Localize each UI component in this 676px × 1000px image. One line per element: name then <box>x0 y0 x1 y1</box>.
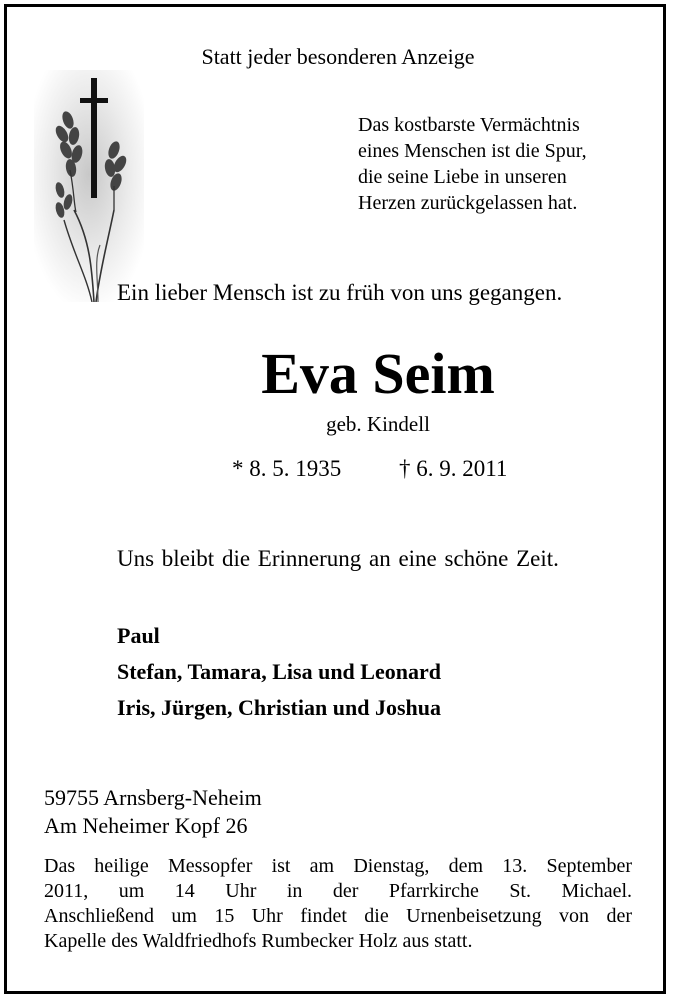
notice-line: 2011, um 14 Uhr in der Pfarrkirche St. Michael. <box>44 880 632 902</box>
birth-date: * 8. 5. 1935 <box>232 456 342 481</box>
deceased-name: Eva Seim <box>261 341 495 406</box>
notice-line: Das heilige Messopfer ist am Dienstag, dem 13. September <box>44 855 632 877</box>
mourner-line: Paul <box>117 623 160 648</box>
mourners-list <box>117 618 441 726</box>
death-date: † 6. 9. 2011 <box>399 456 508 481</box>
intro-line: Ein lieber Mensch ist zu früh von uns gegangen. <box>117 280 563 305</box>
service-notice <box>44 854 632 954</box>
memory-line: Uns bleibt die Erinnerung an eine schöne Zeit. <box>117 546 559 571</box>
notice-line: Anschließend um 15 Uhr findet die Urnenbeisetzung von der <box>44 905 632 927</box>
address-line: 59755 Arnsberg-Neheim <box>44 785 262 810</box>
quote-line: Das kostbarste Vermächtnis <box>358 114 580 136</box>
address-line: Am Neheimer Kopf 26 <box>44 813 248 838</box>
mourner-line: Iris, Jürgen, Christian und Joshua <box>117 695 441 720</box>
address <box>44 784 262 840</box>
quote-line: eines Menschen ist die Spur, <box>358 140 587 162</box>
quote-line: die seine Liebe in unseren <box>358 166 567 188</box>
heading: Statt jeder besonderen Anzeige <box>201 44 475 69</box>
quote <box>358 112 587 216</box>
quote-line: Herzen zurückgelassen hat. <box>358 192 578 214</box>
birth-name: geb. Kindell <box>326 412 430 436</box>
cross-with-wheat-icon <box>34 70 144 302</box>
mourner-line: Stefan, Tamara, Lisa und Leonard <box>117 659 441 684</box>
notice-line: Kapelle des Waldfriedhofs Rumbecker Holz aus statt. <box>44 930 473 952</box>
